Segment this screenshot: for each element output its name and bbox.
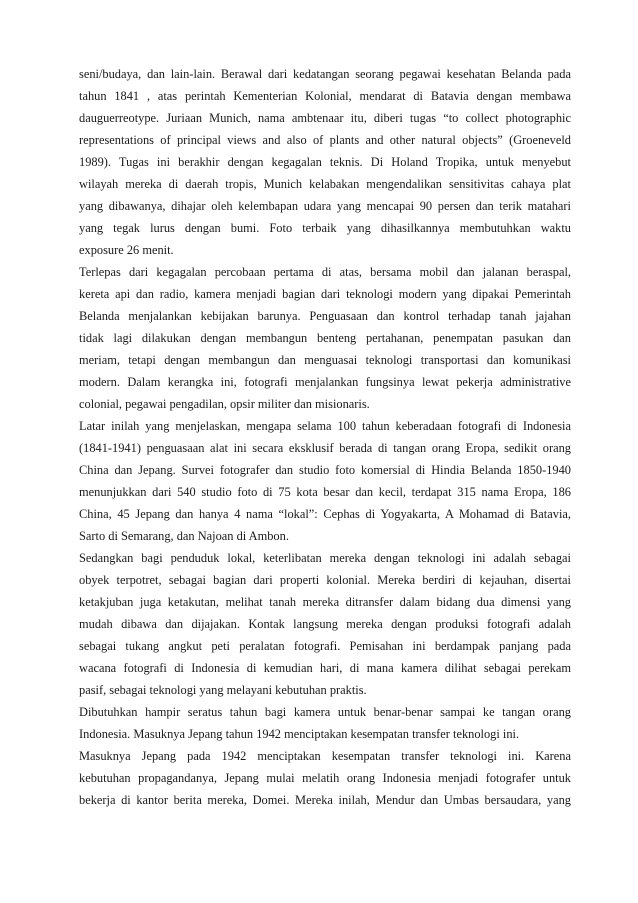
text-line: 1989). Tugas ini berakhir dengan kegagalan teknis. Di Holand Tropika, untuk menyebut — [79, 155, 571, 169]
text-line: sebagai tukang angkut peti peralatan fotografi. Pemisahan ini berdampak panjang pada — [79, 639, 571, 653]
text-line: ketakjuban juga ketakutan, melihat tanah mereka ditransfer dalam bidang dua dimensi yang — [79, 595, 571, 609]
text-line: Belanda menjalankan kebijakan barunya. Penguasaan dan kontrol terhadap tanah jajahan — [79, 309, 571, 323]
text-line: Terlepas dari kegagalan percobaan pertama di atas, bersama mobil dan jalanan beraspal, — [79, 265, 571, 279]
text-line: Sedangkan bagi penduduk lokal, keterlibatan mereka dengan teknologi ini adalah sebagai — [79, 551, 571, 565]
text-line: (1841-1941) penguasaan alat ini secara eksklusif berada di tangan orang Eropa, sedikit orang — [79, 441, 571, 455]
text-line: yang tegak lurus dengan bumi. Foto terbaik yang dihasilkannya membutuhkan waktu — [79, 221, 571, 235]
text-line: mudah dibawa dan dijajakan. Kontak langsung mereka dengan produksi fotografi adalah — [79, 617, 571, 631]
text-line: bekerja di kantor berita mereka, Domei. Mereka inilah, Mendur dan Umbas bersaudara, yang — [79, 793, 571, 807]
text-line: tidak lagi dilakukan dengan membangun benteng pertahanan, penempatan pasukan dan — [79, 331, 571, 345]
text-line: dauguerreotype. Juriaan Munich, nama ambtenaar itu, diberi tugas “to collect photographic — [79, 111, 571, 125]
document-body — [79, 63, 571, 811]
text-line: exposure 26 menit. — [79, 243, 174, 257]
text-line: yang dibawanya, dihajar oleh kelembapan udara yang mencapai 90 persen dan terik matahari — [79, 199, 571, 213]
text-line: tahun 1841 , atas perintah Kementerian Kolonial, mendarat di Batavia dengan membawa — [79, 89, 571, 103]
text-line: pasif, sebagai teknologi yang melayani kebutuhan praktis. — [79, 683, 367, 697]
text-line: Latar inilah yang menjelaskan, mengapa selama 100 tahun keberadaan fotografi di Indonesia — [79, 419, 571, 433]
text-line: kereta api dan radio, kamera menjadi bagian dari teknologi modern yang dipakai Pemerintah — [79, 287, 571, 301]
text-line: China dan Jepang. Survei fotografer dan studio foto komersial di Hindia Belanda 1850-1940 — [79, 463, 571, 477]
text-line: Sarto di Semarang, dan Najoan di Ambon. — [79, 529, 289, 543]
text-line: menunjukkan dari 540 studio foto di 75 kota besar dan kecil, terdapat 315 nama Eropa, 186 — [79, 485, 571, 499]
text-line: meriam, tetapi dengan membangun dan menguasai teknologi transportasi dan komunikasi — [79, 353, 571, 367]
text-line: colonial, pegawai pengadilan, opsir militer dan misionaris. — [79, 397, 370, 411]
text-line: Dibutuhkan hampir seratus tahun bagi kamera untuk benar-benar sampai ke tangan orang — [79, 705, 571, 719]
text-line: wacana fotografi di Indonesia di kemudian hari, di mana kamera dilihat sebagai perekam — [79, 661, 571, 675]
text-line: China, 45 Jepang dan hanya 4 nama “lokal”: Cephas di Yogyakarta, A Mohamad di Batavia, — [79, 507, 571, 521]
text-line: wilayah mereka di daerah tropis, Munich kelabakan mengendalikan sensitivitas cahaya plat — [79, 177, 571, 191]
text-line: obyek terpotret, sebagai bagian dari properti kolonial. Mereka berdiri di kejauhan, disertai — [79, 573, 571, 587]
text-line: kebutuhan propagandanya, Jepang mulai melatih orang Indonesia menjadi fotografer untuk — [79, 771, 571, 785]
text-line: Indonesia. Masuknya Jepang tahun 1942 menciptakan kesempatan transfer teknologi ini. — [79, 727, 520, 741]
text-line: seni/budaya, dan lain-lain. Berawal dari kedatangan seorang pegawai kesehatan Belanda pada — [79, 67, 571, 81]
text-line: modern. Dalam kerangka ini, fotografi menjalankan fungsinya lewat pekerja administrative — [79, 375, 571, 389]
text-line: representations of principal views and also of plants and other natural objects” (Groeneveld — [79, 133, 571, 147]
text-line: Masuknya Jepang pada 1942 menciptakan kesempatan transfer teknologi ini. Karena — [79, 749, 571, 763]
